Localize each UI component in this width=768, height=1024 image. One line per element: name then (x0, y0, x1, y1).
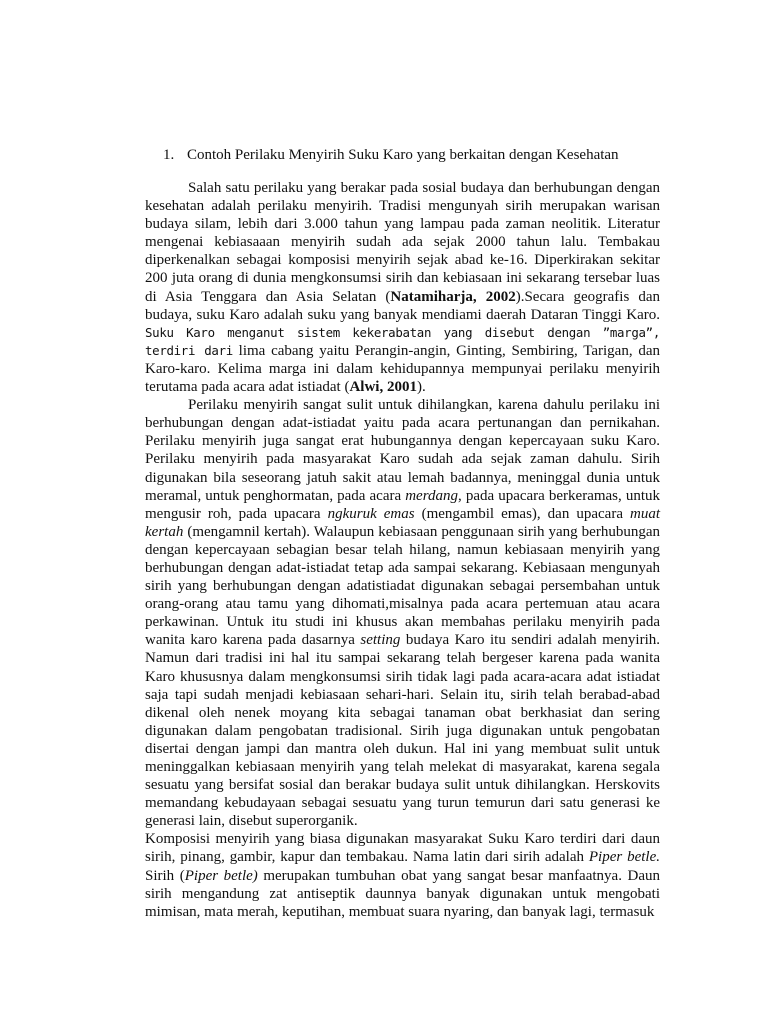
p3-text-1: Komposisi menyirih yang biasa digunakan masyarakat Suku Karo terdiri dari daun sirih, pinang, gambir, kapur dan tembakau. Nama latin dari sirih adalah (145, 831, 660, 866)
body-text (145, 179, 660, 921)
p1-text-3: lima cabang yaitu Perangin-angin, Ginting, Sembiring, Tarigan, dan Karo-karo. Kelima marga ini dalam kehidupannya mempunyai perilaku menyirih terutama pada acara adat istiadat ( (145, 342, 660, 396)
p1-text-mono: Suku Karo menganut sistem kekerabatan yang disebut dengan ”marga”, terdiri dari (145, 324, 660, 358)
p2-text-3: (mengambil emas), dan upacara (414, 505, 630, 522)
term-setting: setting (360, 632, 401, 649)
p3-text-2: Sirih ( (145, 867, 185, 884)
citation-natamiharja: Natamiharja, 2002 (390, 288, 516, 305)
p3-text-3: merupakan tumbuhan obat yang sangat besar manfaatnya. Daun sirih mengandung zat antiseptik daunnya banyak digunakan untuk mengobati mimisan, mata merah, keputihan, membuat suara nyaring, dan banyak lagi, termasuk (145, 867, 660, 920)
paragraph-1 (145, 179, 660, 396)
p1-text-2: ).Secara geografis dan budaya, suku Karo adalah suku yang banyak mendiami daerah Dataran Tinggi Karo. (145, 288, 660, 323)
paragraph-3 (145, 830, 660, 920)
p2-text-4: (mengamnil kertah). Walaupun kebiasaan penggunaan sirih yang berhubungan dengan kepercayaan sebagian besar telah hilang, namun kebiasaan menyirih yang berhubungan dengan adat-istiadat tetap ada sampai sekarang. Kebiasaan mengunyah sirih yang berhubungan dengan adatistiadat digunakan sebagai persembahan untuk orang-orang atau tamu yang dihomati,misalnya pada acara pertemuan atau acara perkawinan. Untuk itu studi ini khusus akan membahas perilaku menyirih pada wanita karo karena pada dasarnya (145, 523, 660, 649)
term-ngkuruk-emas: ngkuruk emas (327, 505, 415, 522)
heading-title: Contoh Perilaku Menyirih Suku Karo yang berkaitan dengan Kesehatan (187, 147, 619, 163)
section-heading (163, 146, 619, 164)
p1-text-4: ). (416, 379, 426, 396)
term-piper-betle-1: Piper betle. (588, 849, 660, 866)
p2-text-5: budaya Karo itu sendiri adalah menyirih. Namun dari tradisi ini hal itu sampai sekarang telah bergeser karena pada wanita Karo khususnya dalam mengkonsumsi sirih tidak lagi pada acara-acara adat istiadat saja tapi sudah menjadi kebiasaan sehari-hari. Selain itu, sirih telah berabad-abad dikenal oleh nenek moyang kita sebagai tanaman obat berkhasiat dan sering digunakan dalam pengobatan tradisional. Sirih juga digunakan untuk pengobatan disertai dengan jampi dan mantra oleh dukun. Hal ini yang membuat sulit untuk meninggalkan kebiasaan menyirih yang telah melekat di masyarakat, karena segala sesuatu yang bersifat sosial dan berakar budaya sulit untuk dihilangkan. Herskovits memandang kebudayaan sebagai sesuatu yang turun temurun dari satu generasi ke generasi lain, disebut superorganik. (145, 632, 660, 830)
heading-number: 1. (163, 147, 175, 163)
term-piper-betle-2: Piper betle) (184, 867, 258, 884)
p2-text-2: , pada upacara berkeramas, untuk mengusir roh, pada upacara (145, 487, 660, 522)
p1-text-1: Salah satu perilaku yang berakar pada sosial budaya dan berhubungan dengan kesehatan adalah perilaku menyirih. Tradisi mengunyah sirih merupakan warisan budaya silam, lebih dari 3.000 tahun yang lampau pada zaman neolitik. Literatur mengenai kebiasaaan menyirih sudah ada sejak 2000 tahun lalu. Tembakau diperkenalkan sebagai komposisi menyirih sejak abad ke-16. Diperkirakan sekitar 200 juta orang di dunia mengkonsumsi sirih dan kebiasaan ini sekarang tersebar luas di Asia Tenggara dan Asia Selatan ( (145, 180, 660, 305)
term-merdang: merdang (405, 487, 458, 504)
p2-text-1: Perilaku menyirih sangat sulit untuk dihilangkan, karena dahulu perilaku ini berhubungan dengan adat-istiadat yaitu pada acara pertunangan dan pernikahan. Perilaku menyirih juga sangat erat hubungannya dengan kepercayaan suku Karo. Perilaku menyirih pada masyarakat Karo sudah ada sejak zaman dahulu. Sirih digunakan bila seseorang jatuh sakit atau lemah badannya, meninggal dunia untuk meramal, untuk penghormatan, pada acara (145, 397, 660, 504)
term-muat-kertah: muat kertah (145, 505, 660, 540)
citation-alwi: Alwi, 2001 (349, 379, 417, 396)
paragraph-2 (145, 396, 660, 830)
